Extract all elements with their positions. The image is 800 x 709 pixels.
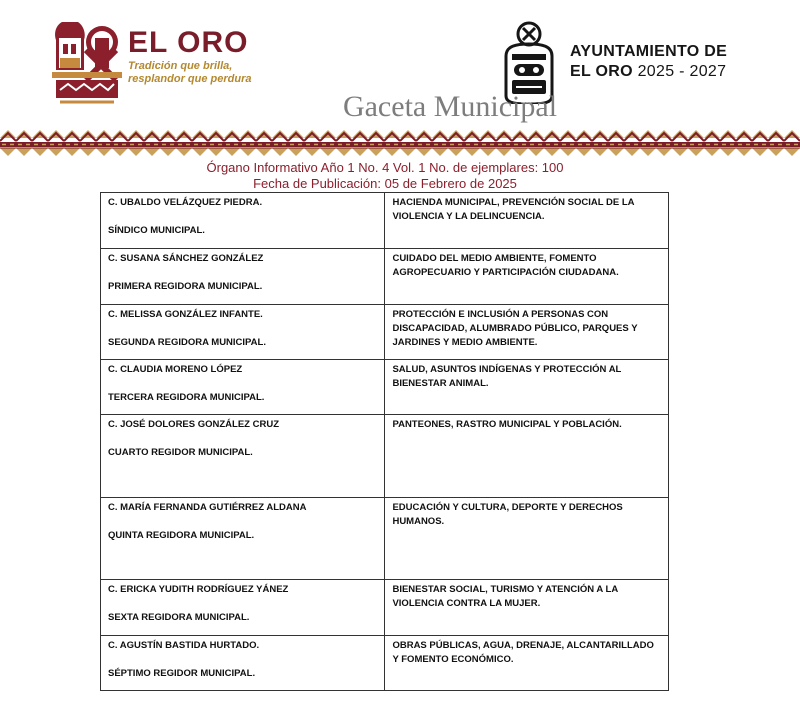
commission-cell: PANTEONES, RASTRO MUNICIPAL Y POBLACIÓN. <box>385 415 669 498</box>
commission-cell: OBRAS PÚBLICAS, AGUA, DRENAJE, ALCANTARILLADO Y FOMENTO ECONÓMICO. <box>385 636 669 691</box>
member-cell <box>101 360 385 415</box>
member-role: SEGUNDA REGIDORA MUNICIPAL. <box>108 337 266 348</box>
table-row <box>101 360 669 415</box>
commission-cell: EDUCACIÓN Y CULTURA, DEPORTE Y DERECHOS HUMANOS. <box>385 498 669 580</box>
member-name: C. CLAUDIA MORENO LÓPEZ <box>108 364 243 375</box>
member-cell <box>101 636 385 691</box>
table-row <box>101 498 669 580</box>
member-name: C. MARÍA FERNANDA GUTIÉRREZ ALDANA <box>108 502 307 513</box>
commission-cell: CUIDADO DEL MEDIO AMBIENTE, FOMENTO AGROPECUARIO Y PARTICIPACIÓN CIUDADANA. <box>385 249 669 305</box>
member-role: TERCERA REGIDORA MUNICIPAL. <box>108 392 265 403</box>
member-role: CUARTO REGIDOR MUNICIPAL. <box>108 447 253 458</box>
brand-title: EL ORO <box>128 26 249 59</box>
member-name: C. UBALDO VELÁZQUEZ PIEDRA. <box>108 197 263 208</box>
member-cell <box>101 580 385 636</box>
member-cell <box>101 249 385 305</box>
publication-date: Fecha de Publicación: 05 de Febrero de 2025 <box>253 176 517 191</box>
table-row <box>101 580 669 636</box>
decorative-band <box>0 128 800 158</box>
member-role: PRIMERA REGIDORA MUNICIPAL. <box>108 281 263 292</box>
member-cell <box>101 305 385 360</box>
brand-slogan <box>128 60 278 86</box>
ayuntamiento-title <box>570 42 727 82</box>
member-cell <box>101 193 385 249</box>
member-name: C. JOSÉ DOLORES GONZÁLEZ CRUZ <box>108 419 280 430</box>
member-cell <box>101 415 385 498</box>
ayuntamiento-line1: AYUNTAMIENTO DE <box>570 43 728 60</box>
table-row <box>101 249 669 305</box>
table-row <box>101 636 669 691</box>
member-cell <box>101 498 385 580</box>
member-name: C. MELISSA GONZÁLEZ INFANTE. <box>108 309 263 320</box>
table-row <box>101 193 669 249</box>
member-role: QUINTA REGIDORA MUNICIPAL. <box>108 530 255 541</box>
member-role: SEXTA REGIDORA MUNICIPAL. <box>108 612 250 623</box>
member-name: C. AGUSTÍN BASTIDA HURTADO. <box>108 640 260 651</box>
gaceta-title: Gaceta Municipal <box>342 90 558 123</box>
brand-slogan-line1: Tradición que brilla, <box>128 60 233 72</box>
ayuntamiento-years: 2025 - 2027 <box>637 63 727 80</box>
council-table <box>100 192 669 691</box>
gaceta-title-wrap <box>0 90 800 124</box>
member-role: SÍNDICO MUNICIPAL. <box>108 225 205 236</box>
table-row <box>101 415 669 498</box>
commission-cell: BIENESTAR SOCIAL, TURISMO Y ATENCIÓN A LA VIOLENCIA CONTRA LA MUJER. <box>385 580 669 636</box>
member-role: SÉPTIMO REGIDOR MUNICIPAL. <box>108 668 256 679</box>
commission-cell: HACIENDA MUNICIPAL, PREVENCIÓN SOCIAL DE LA VIOLENCIA Y LA DELINCUENCIA. <box>385 193 669 249</box>
brand-slogan-line2: resplandor que perdura <box>128 73 252 85</box>
member-name: C. SUSANA SÁNCHEZ GONZÁLEZ <box>108 253 264 264</box>
table-row <box>101 305 669 360</box>
commission-cell: PROTECCIÓN E INCLUSIÓN A PERSONAS CON DISCAPACIDAD, ALUMBRADO PÚBLICO, PARQUES Y JARDINES Y MEDIO AMBIENTE. <box>385 305 669 360</box>
commission-cell: SALUD, ASUNTOS INDÍGENAS Y PROTECCIÓN AL BIENESTAR ANIMAL. <box>385 360 669 415</box>
member-name: C. ERICKA YUDITH RODRÍGUEZ YÁNEZ <box>108 584 289 595</box>
ayuntamiento-name: EL ORO <box>570 63 633 80</box>
publication-info: Órgano Informativo Año 1 No. 4 Vol. 1 No. de ejemplares: 100 <box>206 160 564 175</box>
